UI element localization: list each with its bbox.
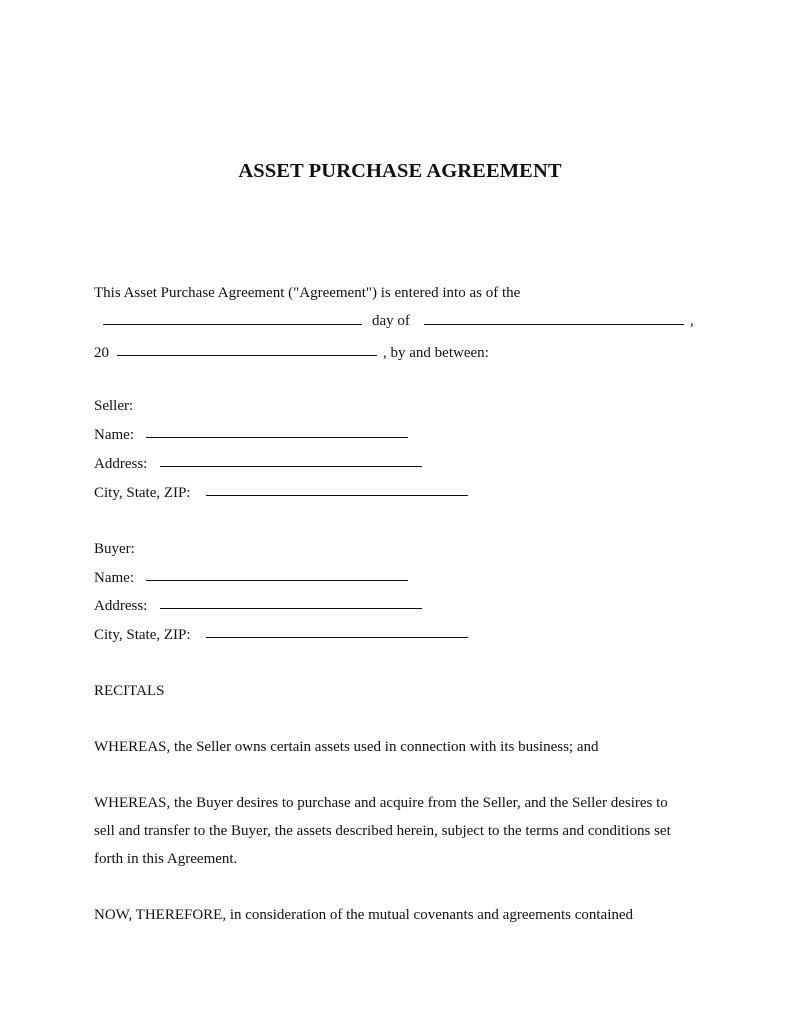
whereas-paragraph-2-line-2: sell and transfer to the Buyer, the assets described herein, subject to the terms and conditions set [94,823,671,839]
month-blank[interactable] [424,324,684,325]
day-blank[interactable] [103,324,362,325]
document-title: ASSET PURCHASE AGREEMENT [238,160,562,182]
buyer-name-field[interactable] [146,580,408,581]
buyer-city-field[interactable] [206,637,468,638]
seller-heading: Seller: [94,398,134,414]
by-and-between-text: , by and between: [383,345,489,361]
whereas-paragraph-2-line-1: WHEREAS, the Buyer desires to purchase and acquire from the Seller, and the Seller desires to [94,795,668,811]
now-therefore-paragraph: NOW, THEREFORE, in consideration of the mutual covenants and agreements contained [94,907,634,923]
buyer-name-label: Name: [94,570,134,586]
year-prefix: 20 [94,345,109,361]
recitals-heading: RECITALS [94,683,165,699]
day-of-text: day of [372,313,410,329]
seller-name-label: Name: [94,427,134,443]
intro-line-1: This Asset Purchase Agreement ("Agreement") is entered into as of the [94,285,521,301]
seller-name-field[interactable] [146,437,408,438]
seller-address-field[interactable] [160,466,422,467]
whereas-paragraph-1: WHEREAS, the Seller owns certain assets used in connection with its business; and [94,739,599,755]
buyer-address-field[interactable] [160,608,422,609]
seller-city-field[interactable] [206,495,468,496]
intro-comma: , [690,313,694,329]
buyer-heading: Buyer: [94,541,135,557]
whereas-paragraph-2-line-3: forth in this Agreement. [94,851,238,867]
seller-address-label: Address: [94,456,148,472]
year-blank[interactable] [117,355,377,356]
seller-city-label: City, State, ZIP: [94,485,191,501]
buyer-city-label: City, State, ZIP: [94,627,191,643]
buyer-address-label: Address: [94,598,148,614]
